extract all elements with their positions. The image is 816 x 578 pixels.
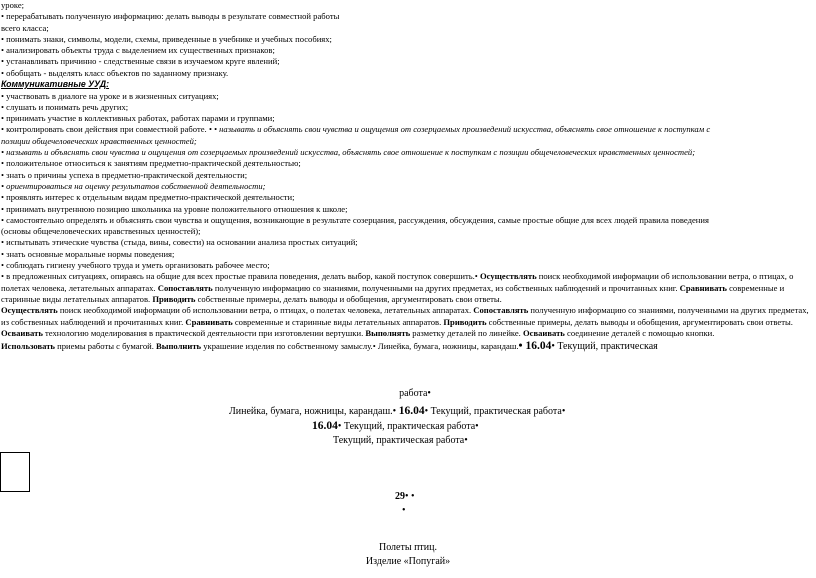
bullet-item: • соблюдать гигиену учебного труда и уметь организовать рабочее место; xyxy=(1,260,270,271)
date: 16.04 xyxy=(312,420,338,432)
bullet-item: • анализировать объекты труда с выделением их существенных признаков; xyxy=(1,45,275,56)
lesson-topic: Полеты птиц. xyxy=(378,542,438,553)
bullet-item: • обобщать - выделять класс объектов по заданному признаку. xyxy=(1,67,229,78)
empty-frame xyxy=(0,452,30,492)
bullet: • xyxy=(518,340,526,353)
paragraph xyxy=(1,328,813,339)
paragraph-text: поиск необходимой информации об использовании ветра, о птицах, о полетах человека, летательных аппаратах. xyxy=(1,271,794,293)
bullet-item: • испытывать этические чувства (стыда, вины, совести) на основании анализа простых ситуаций; xyxy=(1,237,358,248)
bullet-item: • принимать внутреннюю позицию школьника на уровне положительного отношения к школе; xyxy=(1,203,348,214)
paragraph-text: поиск необходимой информации об использовании ветра, о птицах, о полетах человека, летательных аппаратах. xyxy=(57,305,474,316)
product-title: Изделие «Попугай» xyxy=(365,556,451,567)
paragraph-text: современные и старинные виды летательных аппаратов. xyxy=(232,316,444,327)
assessment-type: • Текущий, практическая xyxy=(551,341,658,353)
bullet-item: • самостоятельно определять и объяснять свои чувства и ощущения, возникающие в результате созерцания, рассуждения, обсуждения, самые простые общие для всех людей правила поведения xyxy=(1,214,709,225)
paragraph-text: современные и старинные виды летательных аппаратов. xyxy=(1,282,785,304)
heading-colon: : xyxy=(106,79,110,90)
keyword: Выполнять xyxy=(365,327,411,338)
keyword: Сравнивать xyxy=(185,316,233,327)
text-line: позиции общечеловеческих нравственных ценностей; xyxy=(1,135,197,146)
assessment-line: Текущий, практическая работа• xyxy=(333,435,468,446)
paragraph-text: • Линейка, бумага, ножницы, карандаш. xyxy=(372,341,519,352)
paragraph-text: полученную информацию со знаниями, полученными на других предметах, из собственных наблюдений и прочитанных книг. xyxy=(1,305,809,327)
paragraph xyxy=(1,339,813,354)
bullet-item: • называть и объяснять свои чувства и ощущения от созерцаемых произведений искусства, объяснять свое отношение к поступкам с позиции общечеловеческих нравственных ценностей; xyxy=(1,147,696,158)
keyword: Осваивать xyxy=(522,327,565,338)
materials-text: Линейка, бумага, ножницы, карандаш.• xyxy=(229,406,399,417)
keyword: Осуществлять xyxy=(479,271,537,282)
bullet-item: • ориентироваться на оценку результатов собственной деятельности; xyxy=(1,180,266,191)
keyword: Сопоставлять xyxy=(157,282,213,293)
assessment-line: работа• xyxy=(399,388,431,399)
paragraph xyxy=(1,271,811,305)
section-heading xyxy=(1,79,813,91)
heading-text: Коммуникативные УУД xyxy=(1,79,107,90)
page-number: 29 xyxy=(395,491,405,502)
paragraph-text: соединение деталей с помощью кнопки. xyxy=(564,327,715,338)
bullet-item: • понимать знаки, символы, модели, схемы, приведенные в учебнике и учебных пособиях; xyxy=(1,33,332,44)
keyword: Приводить xyxy=(443,316,487,327)
bullet-item: • принимать участие в коллективных работах, работах парами и группами; xyxy=(1,113,275,124)
bullet-item: • участвовать в диалоге на уроке и в жизненных ситуациях; xyxy=(1,90,219,101)
paragraph-text: полученную информацию со знаниями, полученными на других предметах, из собственных наблюдений и прочитанных книг. xyxy=(212,282,680,293)
text-line: уроке; xyxy=(1,0,25,10)
assessment-type: • Текущий, практическая работа• xyxy=(424,406,566,417)
assessment-type: • Текущий, практическая работа• xyxy=(337,421,479,432)
bullet-item: • устанавливать причинно - следственные связи в изучаемом круге явлений; xyxy=(1,56,280,67)
paragraph xyxy=(1,305,811,328)
assessment-line xyxy=(312,420,479,432)
keyword: Использовать xyxy=(1,341,55,352)
keyword: Осваивать xyxy=(1,327,43,338)
keyword: Выполнить xyxy=(156,341,202,352)
paragraph-text: технологию моделирования в практической деятельности при изготовлении вертушки. xyxy=(42,327,366,338)
paragraph-text: • xyxy=(474,271,480,282)
bullet-text: • контролировать свои действия при совместной работе. xyxy=(1,124,209,135)
assessment-line xyxy=(229,405,565,417)
keyword: Сравнивать xyxy=(679,282,727,293)
date: 16.04 xyxy=(525,340,552,353)
keyword: Приводить xyxy=(152,293,196,304)
paragraph-text: собственные примеры, делать выводы и обобщения, аргументировать свои ответы. xyxy=(195,293,502,304)
bullet-item xyxy=(1,124,813,135)
paragraph-text: приемы работы с бумагой. xyxy=(54,341,157,352)
paragraph-text: разметку деталей по линейке. xyxy=(410,327,523,338)
paragraph-text: украшение изделия по собственному замыслу. xyxy=(201,341,373,352)
bullet-text-italic: • • называть и объяснять свои чувства и ощущения от созерцаемых произведений искусства, объяснять свое отношение к поступкам с xyxy=(208,124,711,135)
paragraph-text: собственные примеры, делать выводы и обобщения, аргументировать свои ответы. xyxy=(486,316,793,327)
bullet-item: • проявлять интерес к отдельным видам предметно-практической деятельности; xyxy=(1,192,295,203)
bullet-item: • положительное относиться к занятиям предметно-практической деятельностью; xyxy=(1,158,301,169)
bullet: • xyxy=(402,505,406,516)
bullet-item: • перерабатывать полученную информацию: делать выводы в результате совместной работы xyxy=(1,11,340,22)
text-line: всего класса; xyxy=(1,22,49,33)
date: 16.04 xyxy=(398,405,425,417)
text-line: (основы общечеловеческих нравственных ценностей); xyxy=(1,226,201,237)
keyword: Осуществлять xyxy=(1,305,58,316)
page-number-line xyxy=(395,491,415,502)
bullet-item: • знать основные моральные нормы поведения; xyxy=(1,248,175,259)
bullet-item: • знать о причины успеха в предметно-практической деятельности; xyxy=(1,169,248,180)
bullet-item: • слушать и понимать речь других; xyxy=(1,101,129,112)
bullet: • • xyxy=(405,491,415,502)
paragraph-text: • в предложенных ситуациях, опираясь на общие для всех простые правила поведения, делать выбор, какой поступок совершить. xyxy=(1,271,475,282)
keyword: Сопоставлять xyxy=(473,305,529,316)
